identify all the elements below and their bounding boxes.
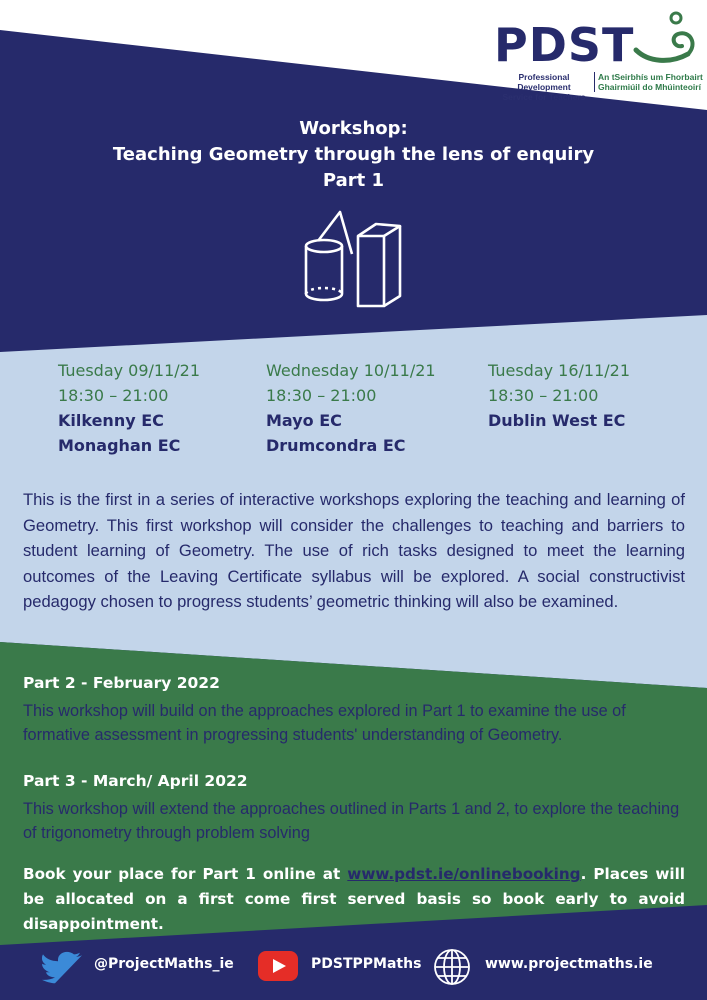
globe-icon xyxy=(433,948,471,986)
date-day: Wednesday 10/11/21 xyxy=(266,361,436,380)
youtube-icon[interactable] xyxy=(258,951,298,981)
logo-sub-ga-line1: An tSeirbhís um Fhorbairt xyxy=(598,72,703,82)
date-column-3 xyxy=(488,358,630,433)
website-link[interactable]: www.projectmaths.ie xyxy=(485,956,653,972)
logo-divider xyxy=(594,72,595,92)
logo-subtitle-irish xyxy=(598,72,703,92)
logo-sub-ga-line2: Ghairmiúil do Mhúinteoirí xyxy=(598,82,701,92)
date-column-2 xyxy=(266,358,436,458)
part2-text: This workshop will build on the approaches explored in Part 1 to examine the use of formative assessment in progressing students' understanding of Geometry. xyxy=(23,702,626,744)
date-time: 18:30 – 21:00 xyxy=(266,386,377,405)
part3-text: This workshop will extend the approaches outlined in Parts 1 and 2, to explore the teaching of trigonometry through problem solving xyxy=(23,800,680,842)
twitter-icon[interactable] xyxy=(42,951,84,985)
date-column-1 xyxy=(58,358,200,458)
venue: Mayo EC xyxy=(266,411,342,430)
youtube-channel[interactable]: PDSTPPMaths xyxy=(311,956,422,972)
logo-sub-en-line1: Professional Development xyxy=(517,72,571,92)
workshop-title xyxy=(0,116,707,194)
booking-after: . Places will be allocated on a first come first served basis so book early to avoid disappointment. xyxy=(23,865,686,933)
booking-text xyxy=(23,862,685,937)
title-line3: Part 1 xyxy=(322,170,385,191)
date-day: Tuesday 16/11/21 xyxy=(488,361,631,380)
geometry-shapes-icon xyxy=(300,206,406,310)
date-day: Tuesday 09/11/21 xyxy=(58,361,201,380)
part2-heading: Part 2 - February 2022 xyxy=(23,674,220,692)
date-time: 18:30 – 21:00 xyxy=(58,386,169,405)
pdst-wordmark: PDST xyxy=(494,18,635,72)
venue: Dublin West EC xyxy=(488,411,626,430)
title-line2: Teaching Geometry through the lens of enquiry xyxy=(112,144,595,165)
logo-sub-en-line2: Service for Teachers xyxy=(502,92,586,102)
intro-paragraph: This is the first in a series of interactive workshops exploring the teaching and learning of Geometry. This first workshop will consider the challenges to teaching and barriers to student learning of Geometry. The use of rich tasks designed to meet the learning outcomes of the Leaving Certificate syllabus will be explored. A social constructivist pedagogy chosen to progress students’ geometric thinking will also be examined. xyxy=(23,490,685,611)
date-time: 18:30 – 21:00 xyxy=(488,386,599,405)
pdst-logo-icon xyxy=(630,10,700,72)
title-line1: Workshop: xyxy=(299,118,408,139)
venue: Monaghan EC xyxy=(58,436,181,455)
logo-subtitle-english xyxy=(495,72,593,102)
twitter-handle[interactable]: @ProjectMaths_ie xyxy=(94,956,234,972)
venue: Drumcondra EC xyxy=(266,436,406,455)
booking-before: Book your place for Part 1 online at xyxy=(23,865,348,883)
part3-heading: Part 3 - March/ April 2022 xyxy=(23,772,248,790)
booking-link[interactable]: www.pdst.ie/onlinebooking xyxy=(347,865,581,883)
venue: Kilkenny EC xyxy=(58,411,164,430)
